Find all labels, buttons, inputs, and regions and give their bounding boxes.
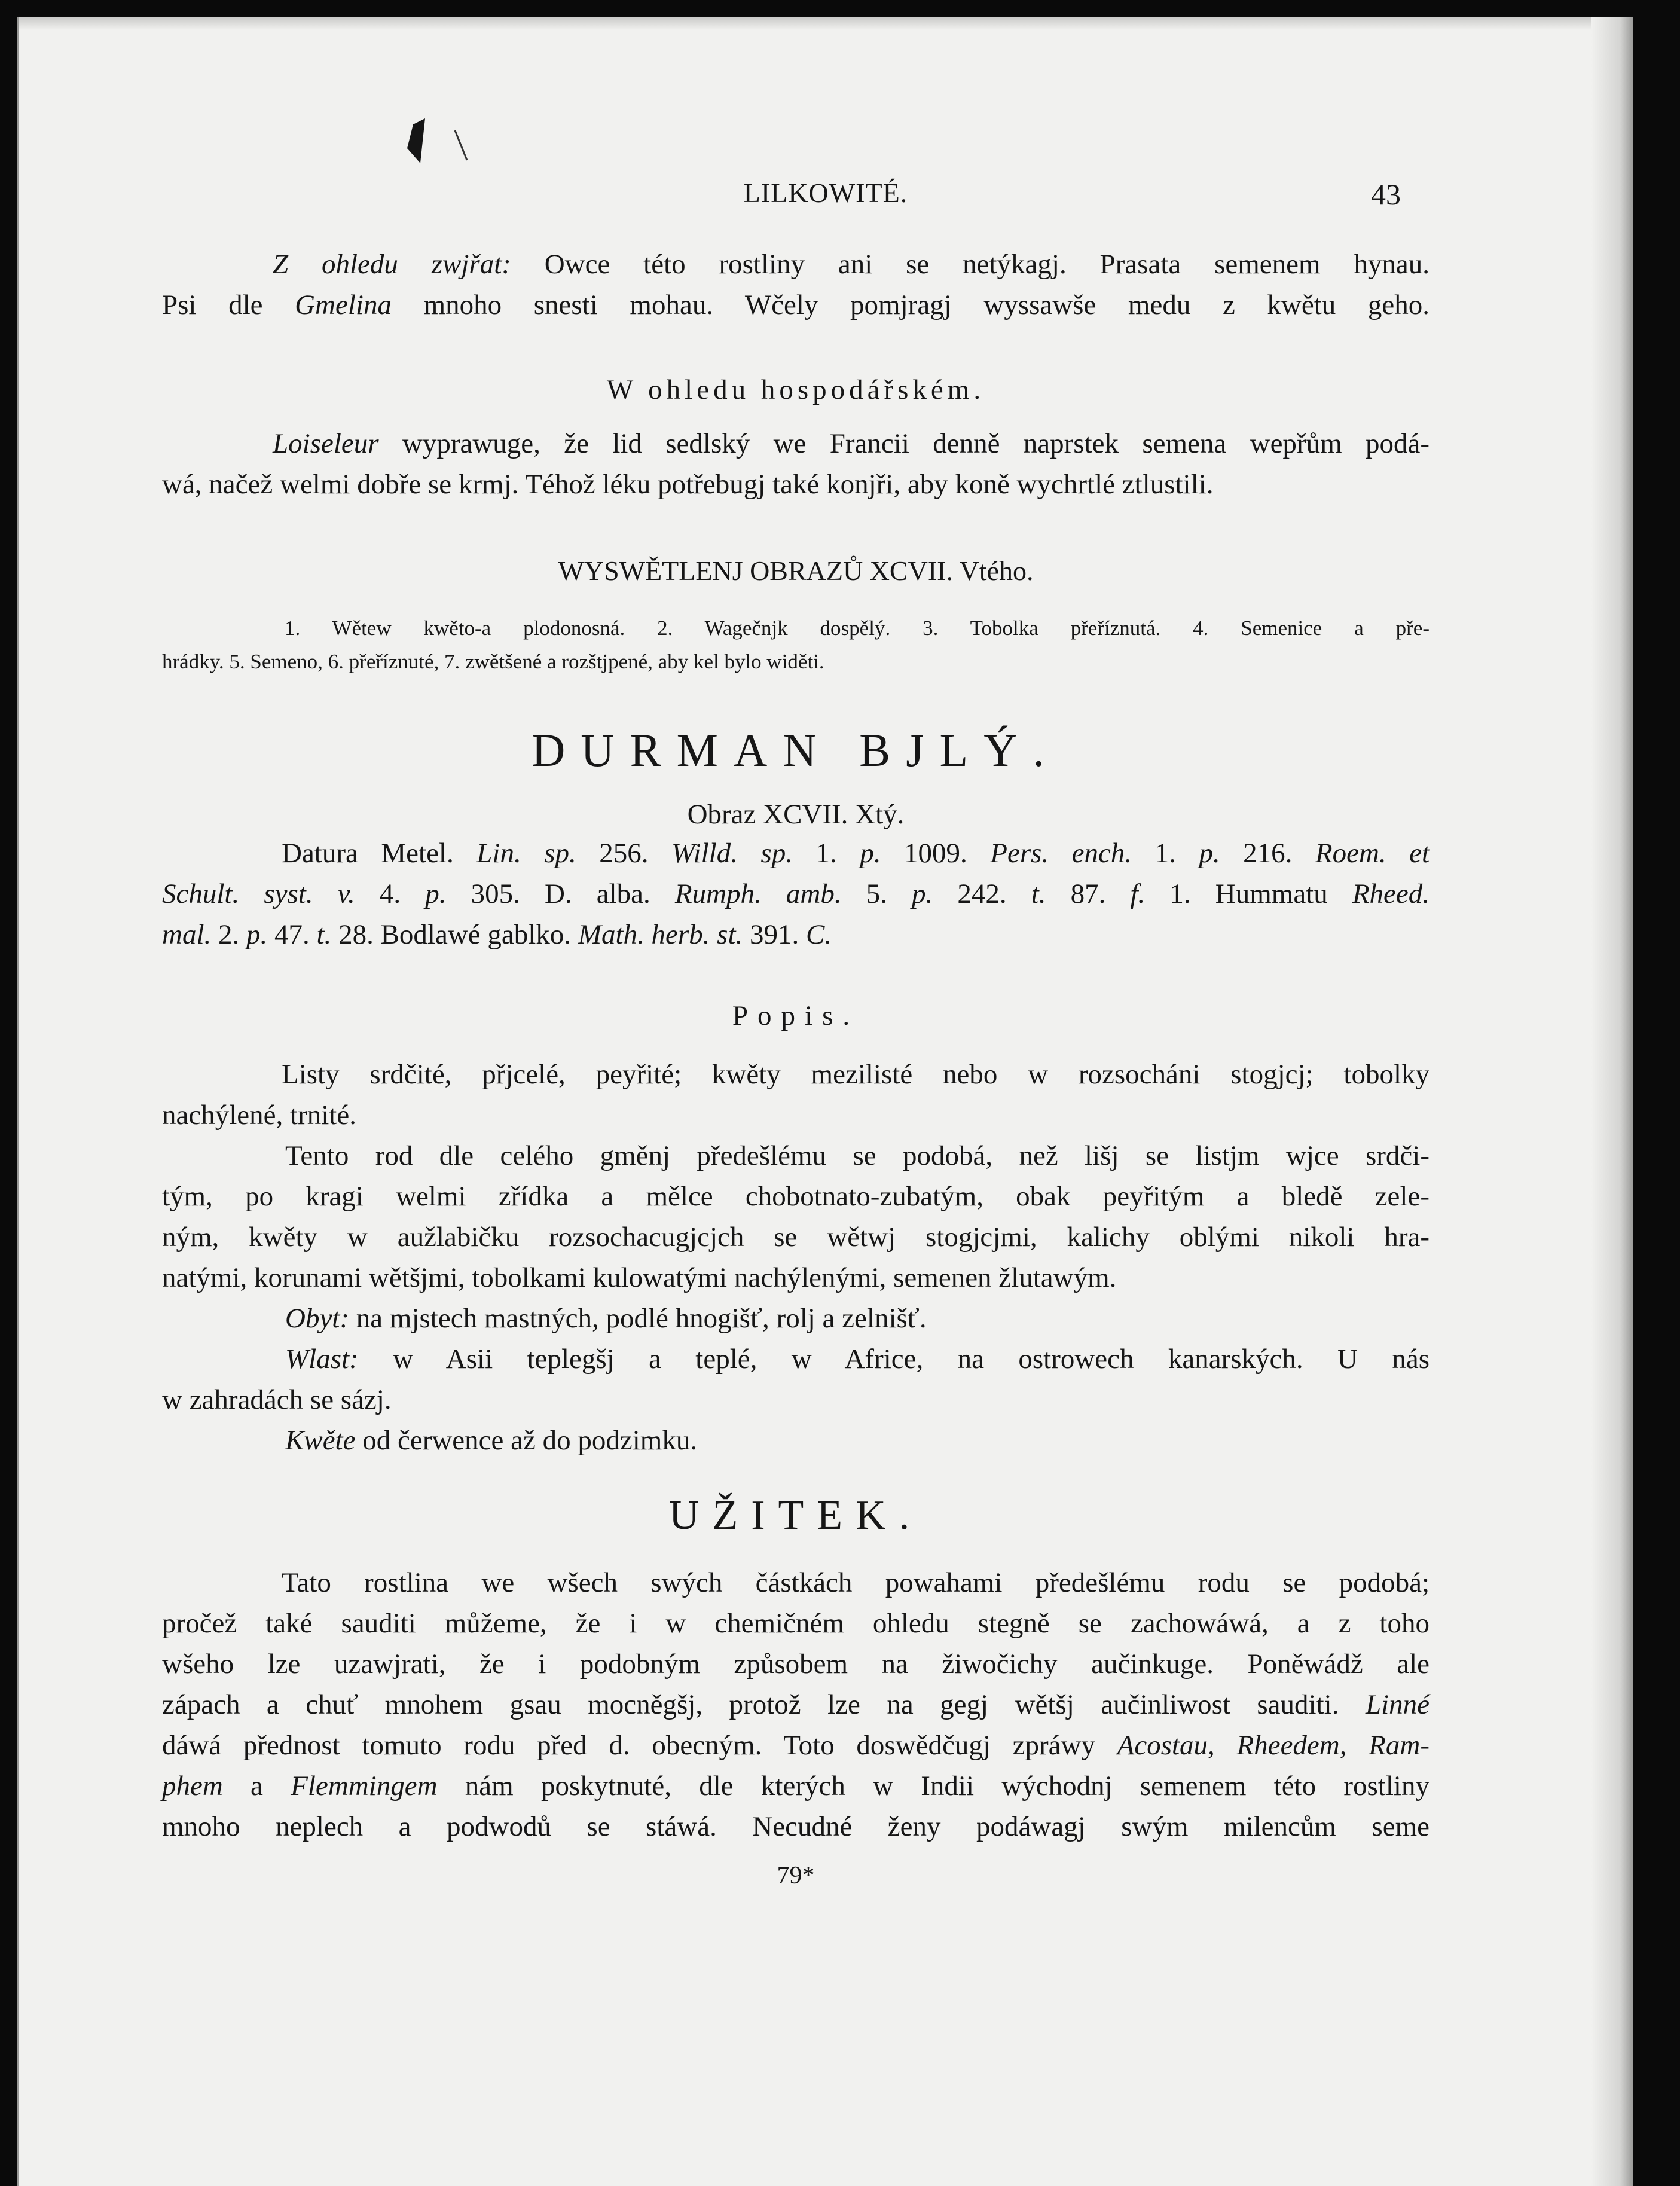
syn-3c: p. [246,919,268,950]
wlast-text-1: w Asii teplegšj a teplé, w Africe, na ostrowech kanarských. U nás [358,1344,1429,1375]
syn-2c: p. [425,878,447,909]
synonymy-paragraph [162,833,1429,955]
uzitek-text-4a: zápach a chuť mnohem gsau mocněgšj, protož lze na gegj wětšj aučinliwost sauditi. [162,1689,1366,1720]
syn-2g: p. [912,878,933,909]
kwete-label: Kwěte [285,1425,356,1456]
syn-2i: t. [1031,878,1046,909]
zvirat-line-2 [162,285,1429,325]
ink-blot-mark [389,106,479,172]
popis-p2-line-2: tým, po kragi welmi zřídka a mělce chobotnato-zubatým, obak peyřitým a bledě zele- [162,1181,1429,1212]
popis-p1-line-2: nachýlené, trnité. [162,1100,356,1131]
uzitek-line-1: Tato rostlina we wšech swých částkách powahami předešlému rodu se podobá; [282,1567,1429,1598]
syn-2k: f. [1130,878,1146,909]
species-subtitle: Obraz XCVII. Xtý. [687,799,905,830]
popis-p1-line-1: Listy srdčité, přjcelé, peyřité; kwěty mezilisté nebo w rozsocháni stogjcj; tobolky [282,1059,1429,1090]
uzitek-line-2: pročež také sauditi můžeme, že i w chemičném ohledu stegně se zachowáwá, a z toho [162,1608,1429,1639]
gmelina-name: Gmelina [295,289,392,320]
syn-2m: Rheed. [1352,878,1430,909]
obyt-label: Obyt: [285,1303,350,1334]
uzitek-line-7: mnoho neplech a podwodů se stáwá. Necudné ženy podáwagj swým milencům seme [162,1811,1429,1842]
popis-p2-line-3: ným, kwěty w aužlabičku rozsochacugjcjch se wětwj stogjcjmi, kalichy oblými nikoli hra- [162,1222,1429,1253]
syn-3h: 391. [743,919,807,950]
hospodarsky-paragraph [162,423,1429,505]
syn-1e: 1. [793,838,860,869]
book-page [17,17,1633,2186]
zvirat-text-2a: Psi dle [162,289,295,320]
loiseleur-name: Loiseleur [273,428,379,459]
syn-3g: Math. herb. st. [578,919,743,950]
syn-1k: 216. [1220,838,1315,869]
syn-2h: 242. [933,878,1031,909]
hospodarsky-text-1: wyprawuge, že lid sedlský we Francii denně naprstek semena wepřům podá- [378,428,1429,459]
uzitek-line-3: wšeho lze uzawjrati, že i podobným způsobem na žiwočichy aučinkuge. Poněwádž ale [162,1648,1429,1680]
wlast-label: Wlast: [285,1344,359,1375]
syn-3f: 28. Bodlawé gablko. [331,919,578,950]
popis-heading: Popis. [732,1000,860,1031]
wyswetleni-line-1: 1. Wětew kwěto-a plodonosná. 2. Wagečnjk dospělý. 3. Tobolka přeříznutá. 4. Semenice a pře- [285,616,1429,640]
syn-3i: C. [806,919,832,950]
syn-1f: p. [860,838,881,869]
uzitek-heading: UŽITEK. [668,1492,923,1538]
uzitek-line-4 [162,1684,1429,1725]
uzitek-line-5 [162,1725,1429,1766]
synonymy-line-1 [162,833,1429,874]
zvirat-text-2b: mnoho snesti mohau. Wčely pomjragj wyssawše medu z kwětu geho. [391,289,1429,320]
uzitek-line-6 [162,1766,1429,1806]
popis-p2-line-1: Tento rod dle celého gměnj předešlému se podobá, než lišj se listjm wjce srdči- [285,1140,1429,1171]
phem-name: phem [162,1770,223,1802]
kwete-text: od čerwence až do podzimku. [355,1425,698,1456]
syn-1d: Willd. sp. [671,838,793,869]
page-number: 43 [1371,178,1401,211]
wyswetleni-paragraph [162,612,1429,679]
linne-name: Linné [1365,1689,1429,1720]
syn-2d: 305. D. alba. [446,878,675,909]
zvirat-label: Z ohledu zwjřat: [273,249,511,280]
syn-3e: t. [316,919,332,950]
popis-paragraph [162,1054,1429,1461]
zvirat-paragraph [162,244,1429,325]
page-right-shadow [1591,17,1633,2186]
syn-1l: Roem. et [1315,838,1430,869]
obyt-text: na mjstech mastných, podlé hnogišť, rolj a zelnišť. [349,1303,927,1334]
kwete-line [162,1420,1429,1461]
syn-2l: 1. Hummatu [1145,878,1352,909]
synonymy-line-2 [162,874,1429,914]
syn-1h: Pers. ench. [990,838,1132,869]
species-title: DURMAN BJLÝ. [531,724,1061,776]
syn-1j: p. [1199,838,1220,869]
syn-2f: 5. [841,878,912,909]
wyswetleni-heading: WYSWĚTLENJ OBRAZŮ XCVII. Vtého. [558,555,1034,586]
wlast-line-1 [162,1339,1429,1379]
hospodarsky-line-1 [162,423,1429,464]
syn-1g: 1009. [881,838,991,869]
obyt-line [162,1298,1429,1339]
syn-1i: 1. [1132,838,1199,869]
syn-2b: 4. [355,878,426,909]
popis-p2-line-4: natými, korunami wětšjmi, tobolkami kulowatými nachýlenými, semenen žlutawým. [162,1262,1117,1293]
syn-2a: Schult. syst. v. [162,878,355,909]
uzitek-text-6b: a [222,1770,291,1802]
syn-3b: 2. [211,919,246,950]
running-title: LILKOWITÉ. [743,178,908,208]
hospodarsky-heading: W ohledu hospodářském. [606,374,985,405]
syn-3d: 47. [267,919,317,950]
uzitek-text-6d: nám poskytnuté, dle kterých w Indii wýchodnj semenem této rostliny [437,1770,1429,1802]
acostau-names: Acostau, Rheedem, Ram- [1117,1730,1429,1761]
wlast-line-2: w zahradách se sázj. [162,1384,392,1415]
signature-mark: 79* [777,1862,815,1889]
synonymy-line-3 [162,914,1429,955]
syn-2j: 87. [1046,878,1131,909]
uzitek-text-5a: dáwá přednost tomuto rodu před d. obecným. Toto doswědčugj zpráwy [162,1730,1117,1761]
page-top-shadow [19,17,1633,30]
syn-1a: Datura Metel. [282,838,477,869]
syn-1c: 256. [576,838,671,869]
zvirat-text-1: Owce této rostliny ani se netýkagj. Prasata semenem hynau. [511,249,1429,280]
wyswetleni-line-2: hrádky. 5. Semeno, 6. přeříznuté, 7. zwětšené a rozštjpené, aby kel bylo widěti. [162,650,824,673]
hospodarsky-line-2: wá, načež welmi dobře se krmj. Téhož léku potřebugj také konjři, aby koně wychrtlé ztlustili. [162,469,1214,500]
syn-3a: mal. [162,919,212,950]
uzitek-paragraph [162,1562,1429,1847]
zvirat-line-1 [162,244,1429,285]
syn-2e: Rumph. amb. [674,878,842,909]
flemmingem-name: Flemmingem [291,1770,438,1802]
syn-1b: Lin. sp. [476,838,576,869]
